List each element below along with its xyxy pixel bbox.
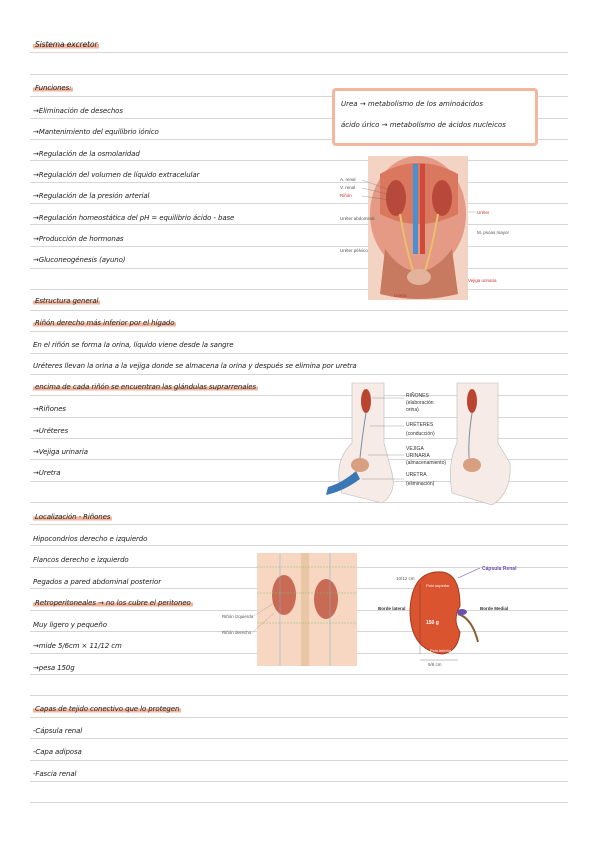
estructura-line: →Riñones (33, 405, 66, 413)
anatomy-label: Uréter abdominal (340, 216, 375, 221)
funciones-item: →Regulación homeostática del pH = equilibrio ácido - base (33, 214, 235, 222)
kidney-capsule-figure (372, 562, 532, 667)
organ-label: orina) (406, 407, 419, 413)
capsule-label: Cápsula Renal (482, 566, 517, 572)
organ-label: (eliminación) (406, 481, 435, 487)
capas-line: -Fascia renal (33, 770, 77, 778)
ruled-line (30, 717, 568, 718)
location-label: Riñón derecho (222, 630, 252, 635)
ruled-line (30, 331, 568, 332)
callout-box (332, 88, 538, 146)
anatomy-label: M. psoas mayor (477, 230, 510, 235)
kidney-label: 150 g (426, 620, 439, 626)
localizacion-line: Retroperitoneales → no los cubre el peritoneo (35, 599, 191, 607)
capas-heading: Capas de tejido conectivo que lo protegen (35, 705, 180, 713)
ruled-line (30, 74, 568, 75)
anatomy-label: Vejiga urinaria (468, 278, 497, 283)
kidney-location-back-figure (222, 553, 367, 668)
urinary-organs-side-view-figure (322, 383, 522, 508)
ruled-line (30, 353, 568, 354)
kidney-label: Polo inferior (430, 648, 452, 653)
organ-label: (elaboración (406, 400, 434, 406)
organ-label: URETRA (406, 472, 427, 478)
funciones-item: →Regulación de la presión arterial (33, 192, 150, 200)
funciones-item: →Gluconeogénesis (ayuno) (33, 256, 126, 264)
estructura-line: →Uretra (33, 469, 61, 477)
organ-label: URÉTERES (406, 422, 434, 428)
ruled-line (30, 695, 568, 696)
organ-label: RIÑONES (406, 393, 429, 399)
callout-line: Urea → metabolismo de los aminoácidos (341, 100, 483, 108)
funciones-item: →Regulación de la osmolaridad (33, 150, 140, 158)
localizacion-line: →pesa 150g (33, 664, 75, 672)
localizacion-line: Pegados a pared abdominal posterior (33, 578, 161, 586)
capas-line: -Cápsula renal (33, 727, 83, 735)
localizacion-heading: Localización - Riñones (35, 513, 111, 521)
organ-label: VEJIGA (406, 446, 424, 452)
estructura-line: Riñón derecho más inferior por el hígado (35, 319, 175, 327)
anatomy-label: V. renal (340, 185, 356, 190)
funciones-item: →Regulación del volumen de líquido extracelular (33, 171, 200, 179)
estructura-line: →Vejiga urinaria (33, 448, 88, 456)
estructura-heading: Estructura general (35, 297, 99, 305)
localizacion-line: Hipocondrios derecho e izquierdo (33, 535, 148, 543)
localizacion-line: Flancos derecho e izquierdo (33, 556, 129, 564)
ruled-line (30, 52, 568, 53)
callout-line: ácido úrico → metabolismo de ácidos nucleicos (341, 121, 506, 129)
capas-line: -Capa adiposa (33, 748, 82, 756)
ruled-line (30, 545, 568, 546)
ruled-line (30, 524, 568, 525)
ruled-line (30, 310, 568, 311)
estructura-line: Uréteres llevan la orina a la vejiga donde se almacena la orina y después se elimina por uretra (33, 362, 357, 370)
funciones-item: →Producción de hormonas (33, 235, 124, 243)
kidney-label: Borde lateral (378, 606, 406, 611)
ruled-line (30, 738, 568, 739)
kidney-label: 5/6 cm (428, 662, 442, 667)
organ-label: (conducción) (406, 431, 435, 437)
organ-label: URINARIA (406, 453, 430, 459)
funciones-item: →Mantenimiento del equilibrio iónico (33, 128, 159, 136)
ruled-line (30, 781, 568, 782)
urinary-system-anatomy-figure (340, 154, 510, 304)
kidney-label: Polo superior (426, 583, 450, 588)
ruled-line (30, 760, 568, 761)
localizacion-line: →mide 5/6cm × 11/12 cm (33, 642, 122, 650)
estructura-line: En el riñón se forma la orina, líquido viene desde la sangre (33, 341, 234, 349)
anatomy-label: Riñón (340, 193, 352, 198)
estructura-line: →Uréteres (33, 427, 69, 435)
funciones-item: →Eliminación de desechos (33, 107, 123, 115)
page-title: Sistema excretor (35, 40, 98, 49)
localizacion-line: Muy ligero y pequeño (33, 621, 107, 629)
kidney-label: 10/12 cm (396, 576, 415, 581)
anatomy-label: Uréter (477, 210, 490, 215)
ruled-line (30, 374, 568, 375)
estructura-line: encima de cada riñón se encuentran las glándulas suprarrenales (35, 383, 257, 391)
kidney-label: Borde Medial (480, 606, 509, 611)
ruled-line (30, 802, 568, 803)
ruled-line (30, 674, 568, 675)
funciones-heading: Funciones: (35, 84, 72, 92)
location-label: Riñón izquierdo (222, 614, 254, 619)
organ-label: (almacenamiento) (406, 460, 447, 466)
anatomy-label: A. renal (340, 177, 356, 182)
anatomy-label: Uretra (394, 293, 407, 298)
anatomy-label: Uréter pélvico (340, 248, 368, 253)
